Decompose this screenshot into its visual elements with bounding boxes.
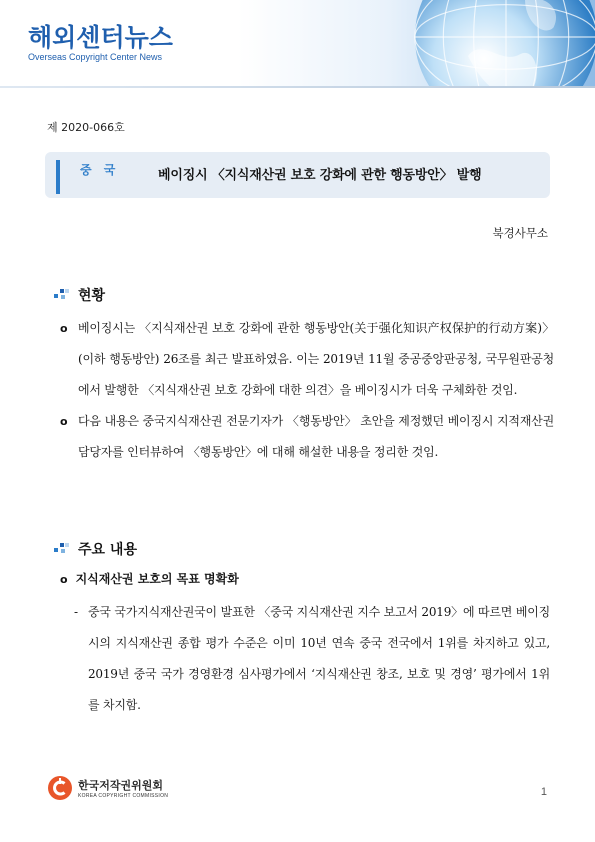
- office-name: 북경사무소: [492, 226, 548, 240]
- bullet-text: 베이징시는 〈지식재산권 보호 강화에 관한 행동방안(关于强化知识产权保护的行动方案)〉(이하 행동방안) 26조를 최근 발표하였음. 이는 2019년 11월 중공중앙판공청, 국무원판공청에서 발행한 〈지식재산권 보호 강화에 대한 의견〉을 베이징시가 더욱 구체화한 것임.: [78, 321, 554, 397]
- bullet-text: 다음 내용은 중국지식재산권 전문기자가 〈행동방안〉 초안을 제정했던 베이징시 지적재산권 담당자를 인터뷰하여 〈행동방안〉에 대해 해설한 내용을 정리한 것임.: [78, 414, 554, 459]
- list-item: [74, 597, 550, 721]
- section-title: 현황: [78, 288, 106, 304]
- organization-name-en: KOREA COPYRIGHT COMMISSION: [78, 793, 169, 799]
- organization-logo: [47, 775, 168, 801]
- globe-icon: [411, 0, 595, 86]
- header-divider: [0, 86, 595, 88]
- status-bullets: [60, 313, 554, 468]
- copyright-logo-icon: [47, 775, 73, 801]
- document-number: 제 2020-066호: [47, 121, 125, 134]
- section-heading-status: [50, 285, 105, 305]
- page-header: [0, 0, 595, 86]
- banner-title: 베이징시 〈지식재산권 보호 강화에 관한 행동방안〉 발행: [158, 168, 482, 183]
- section-squares-icon: [50, 288, 70, 302]
- dash-bullet: -: [74, 605, 78, 619]
- circle-bullet-icon: o: [60, 573, 68, 586]
- dash-text: 중국 국가지식재산권국이 발표한 〈중국 지식재산권 지수 보고서 2019〉에 따르면 베이징시의 지식재산권 종합 평가 수준은 이미 10년 연속 중국 전국에서 1위를 차지하고 있고, 2019년 중국 국가 경영환경 심사평가에서 ‘지식재산권 창조, 보호 및 경영’ 평가에서 1위를 차지함.: [88, 605, 550, 712]
- organization-name: 한국저작권위원회: [78, 779, 164, 792]
- title-banner: [45, 152, 550, 198]
- circle-bullet-icon: o: [60, 415, 68, 428]
- list-item: [60, 313, 554, 406]
- section-heading-main: [50, 539, 137, 559]
- subheading-text: 지식재산권 보호의 목표 명확화: [75, 572, 239, 586]
- main-content-items: [74, 597, 550, 721]
- banner-region: 중 국: [80, 163, 120, 177]
- section-title: 주요 내용: [78, 542, 137, 558]
- subheading: [60, 570, 239, 587]
- circle-bullet-icon: o: [60, 322, 68, 335]
- page-number: 1: [540, 786, 547, 798]
- section-squares-icon: [50, 542, 70, 556]
- header-title: 해외센터뉴스: [28, 23, 173, 52]
- banner-accent-bar: [56, 160, 60, 194]
- list-item: [60, 406, 554, 468]
- header-subtitle: Overseas Copyright Center News: [28, 52, 163, 62]
